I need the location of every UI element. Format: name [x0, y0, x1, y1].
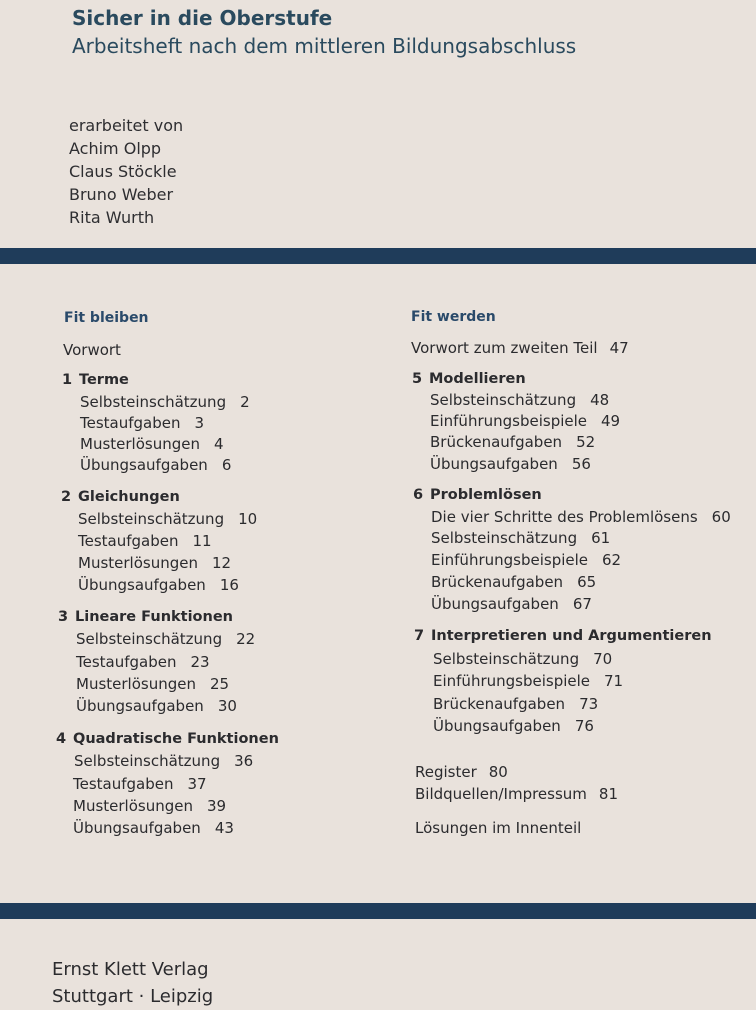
- section-heading-fit-bleiben: Fit bleiben: [64, 310, 149, 326]
- author-name: Bruno Weber: [69, 185, 174, 204]
- toc-entry: [431, 573, 596, 591]
- author-name: Achim Olpp: [69, 139, 162, 158]
- top-divider-bar: [0, 248, 756, 264]
- toc-entry-label: Testaufgaben: [76, 653, 177, 671]
- chapter-number: 2: [61, 489, 72, 505]
- toc-entry-label: Übungsaufgaben: [73, 819, 201, 837]
- chapter-number: 5: [412, 371, 423, 387]
- toc-entry-label: Selbsteinschätzung: [430, 391, 577, 409]
- toc-entry-page: 12: [211, 554, 232, 572]
- toc-entry: [80, 456, 231, 474]
- chapter-title: Quadratische Funktionen: [73, 731, 279, 747]
- toc-entry-label: Brückenaufgaben: [433, 695, 566, 713]
- toc-entry-page: 73: [579, 695, 599, 713]
- chapter-number: 7: [414, 628, 425, 644]
- toc-entry-page: 16: [219, 576, 239, 594]
- chapter-heading: [56, 731, 279, 747]
- toc-entry-page: 81: [598, 785, 618, 803]
- toc-entry-label: Lösungen im Innenteil: [415, 819, 582, 837]
- book-subtitle: Arbeitsheft nach dem mittleren Bildungsabschluss: [72, 34, 577, 58]
- toc-entry-label: Die vier Schritte des Problemlösens: [431, 508, 698, 526]
- toc-entry: [76, 675, 229, 693]
- toc-entry: [76, 630, 255, 648]
- chapter-title: Interpretieren und Argumentieren: [431, 628, 712, 644]
- toc-entry: [433, 717, 594, 735]
- toc-entry: [80, 414, 204, 432]
- chapter-number: 6: [413, 487, 424, 503]
- toc-entry-label: Musterlösungen: [80, 435, 200, 453]
- toc-entry: [430, 412, 620, 430]
- author-list: [69, 114, 183, 229]
- toc-entry-label: Selbsteinschätzung: [78, 510, 225, 528]
- toc-entry-bildquellen: [415, 785, 618, 803]
- toc-entry-page: 76: [574, 717, 594, 735]
- toc-entry-page: 70: [593, 650, 613, 668]
- toc-entry-page: 49: [601, 412, 621, 430]
- toc-entry-page: 47: [609, 339, 629, 357]
- toc-entry-page: 36: [234, 752, 254, 770]
- toc-entry-page: 11: [192, 532, 212, 550]
- toc-entry-label: Musterlösungen: [76, 675, 196, 693]
- toc-entry: [431, 551, 621, 569]
- toc-entry-vorwort: Vorwort: [63, 341, 121, 359]
- publisher-name: Ernst Klett Verlag: [52, 959, 209, 980]
- toc-entry-label: Übungsaufgaben: [76, 697, 204, 715]
- chapter-number: 3: [58, 609, 69, 625]
- toc-entry-page: 60: [711, 508, 731, 526]
- toc-entry: [433, 695, 598, 713]
- toc-entry-label: Einführungsbeispiele: [431, 551, 589, 569]
- toc-entry-page: 48: [590, 391, 610, 409]
- toc-entry-page: 22: [236, 630, 256, 648]
- authors-intro: erarbeitet von: [69, 116, 184, 135]
- toc-entry: [78, 532, 212, 550]
- toc-entry-label: Brückenaufgaben: [430, 433, 563, 451]
- author-name: Rita Wurth: [69, 208, 155, 227]
- toc-entry-label: Brückenaufgaben: [431, 573, 564, 591]
- toc-entry-page: 23: [190, 653, 210, 671]
- section-heading-fit-werden: Fit werden: [411, 309, 496, 325]
- toc-entry-label: Übungsaufgaben: [78, 576, 206, 594]
- toc-entry-label: Übungsaufgaben: [430, 455, 558, 473]
- toc-entry-label: Bildquellen/Impressum: [415, 785, 587, 803]
- toc-entry: [433, 672, 623, 690]
- toc-entry-page: 61: [591, 529, 611, 547]
- toc-entry: [431, 529, 610, 547]
- toc-entry-page: 3: [194, 414, 205, 432]
- toc-entry-label: Musterlösungen: [73, 797, 193, 815]
- toc-entry: [73, 775, 207, 793]
- author-name: Claus Stöckle: [69, 162, 177, 181]
- toc-entry-page: 6: [221, 456, 232, 474]
- publisher-block: [52, 956, 213, 1010]
- toc-entry: [76, 653, 210, 671]
- chapter-heading: [412, 371, 526, 387]
- toc-entry-label: Selbsteinschätzung: [431, 529, 578, 547]
- toc-entry-page: 43: [214, 819, 234, 837]
- toc-entry-vorwort-zweiter-teil: [411, 339, 629, 357]
- chapter-number: 1: [62, 372, 73, 388]
- toc-entry-label: Selbsteinschätzung: [433, 650, 580, 668]
- toc-entry-page: 25: [209, 675, 230, 693]
- toc-entry-label: Übungsaufgaben: [431, 595, 559, 613]
- toc-entry-page: 67: [572, 595, 592, 613]
- chapter-title: Problemlösen: [430, 487, 542, 503]
- chapter-title: Gleichungen: [78, 489, 180, 505]
- toc-entry: [431, 508, 731, 526]
- toc-entry-label: Register: [415, 763, 477, 781]
- toc-entry-page: 62: [602, 551, 622, 569]
- toc-entry-page: 71: [604, 672, 624, 690]
- toc-entry: [73, 797, 226, 815]
- toc-entry-label: Testaufgaben: [73, 775, 174, 793]
- chapter-heading: [413, 487, 542, 503]
- chapter-number: 4: [56, 731, 67, 747]
- toc-entry-label: Vorwort zum zweiten Teil: [411, 339, 598, 357]
- toc-entry: [431, 595, 592, 613]
- chapter-heading: [61, 489, 180, 505]
- toc-entry: [433, 650, 612, 668]
- toc-entry-page: 4: [213, 435, 224, 453]
- chapter-title: Terme: [79, 372, 129, 388]
- toc-entry-page: 80: [488, 763, 508, 781]
- toc-entry-label: Übungsaufgaben: [80, 456, 208, 474]
- toc-entry-page: 52: [576, 433, 596, 451]
- toc-entry-register: [415, 763, 508, 781]
- toc-entry: [76, 697, 237, 715]
- chapter-heading: [414, 628, 712, 644]
- chapter-heading: [58, 609, 233, 625]
- toc-entry: [80, 393, 250, 411]
- toc-entry-page: 56: [571, 455, 591, 473]
- toc-entry: [78, 510, 257, 528]
- toc-entry: [80, 435, 224, 453]
- chapter-heading: [62, 372, 129, 388]
- toc-entry-page: 37: [187, 775, 207, 793]
- toc-entry-loesungen: [415, 819, 581, 837]
- toc-entry-label: Musterlösungen: [78, 554, 198, 572]
- toc-entry-label: Übungsaufgaben: [433, 717, 561, 735]
- book-title: Sicher in die Oberstufe: [72, 6, 333, 30]
- toc-entry: [430, 391, 609, 409]
- chapter-title: Modellieren: [429, 371, 526, 387]
- toc-entry-label: Selbsteinschätzung: [80, 393, 227, 411]
- chapter-title: Lineare Funktionen: [75, 609, 233, 625]
- toc-entry: [430, 433, 595, 451]
- toc-entry: [78, 554, 231, 572]
- toc-entry: [430, 455, 591, 473]
- toc-entry: [78, 576, 239, 594]
- toc-entry-page: 30: [217, 697, 237, 715]
- toc-entry-label: Testaufgaben: [80, 414, 181, 432]
- toc-entry-page: 39: [206, 797, 227, 815]
- toc-entry-page: 2: [240, 393, 250, 411]
- toc-entry-page: 65: [577, 573, 597, 591]
- toc-entry: [73, 819, 234, 837]
- toc-entry-label: Einführungsbeispiele: [430, 412, 588, 430]
- toc-entry-label: Selbsteinschätzung: [74, 752, 221, 770]
- toc-entry-label: Testaufgaben: [78, 532, 179, 550]
- toc-entry-label: Selbsteinschätzung: [76, 630, 223, 648]
- bottom-divider-bar: [0, 903, 756, 919]
- toc-entry-page: 10: [238, 510, 258, 528]
- toc-entry-label: Einführungsbeispiele: [433, 672, 591, 690]
- toc-entry: [74, 752, 253, 770]
- publisher-cities: Stuttgart · Leipzig: [52, 986, 214, 1007]
